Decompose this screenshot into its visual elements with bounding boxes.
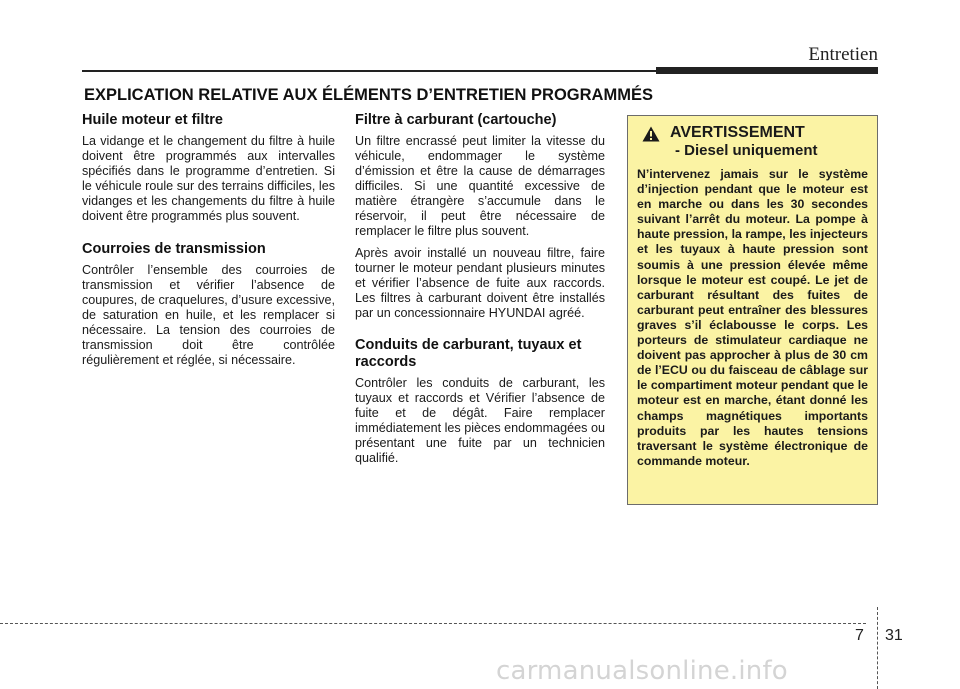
warning-title: AVERTISSEMENT (670, 124, 805, 141)
watermark: carmanualsonline.info (496, 656, 788, 686)
warning-text: N’intervenez jamais sur le système d’injection pendant que le moteur est en marche ou dans les 30 secondes suivant l’arrêt du moteur. La pompe à haute pression, la rampe, les injecteurs et les tuyaux à haute pression sont soumis à une pression élevée même lorsque le moteur est coupé. Le jet de carburant résultant des fuites de carburant peut entraîner des blessures graves s’il éclabousse le corps. Les porteurs de stimulateur cardiaque ne doivent pas approcher à plus de 30 cm de l’ECU ou du faisceau de câblage sur le compartiment moteur pendant que le moteur est en marche, étant donné les champs magnétiques importants produits par les hautes tensions traversant le système électronique de commande moteur. (637, 167, 868, 468)
warning-header (637, 124, 868, 162)
fuel-lines-heading: Conduits de carburant, tuyaux et raccords (355, 337, 582, 370)
section-title: EXPLICATION RELATIVE AUX ÉLÉMENTS D’ENTRETIEN PROGRAMMÉS (84, 86, 653, 104)
oil-filter-heading: Huile moteur et filtre (82, 112, 223, 128)
middle-column (355, 112, 605, 473)
page-number: 31 (885, 627, 903, 644)
footer-rule (0, 623, 866, 624)
fuel-filter-text-2: Après avoir installé un nouveau filtre, faire tourner le moteur pendant plusieurs minutes et vérifier l’absence de fuite aux raccords. Les filtres à carburant doivent être installés par un concessionnaire HYUNDAI agréé. (355, 246, 605, 320)
oil-filter-text: La vidange et le changement du filtre à huile doivent être programmés aux intervalles spécifiés dans le programme d’entretien. Si le véhicule roule sur des terrains difficiles, les vidanges et les changements du filtre à huile doivent être programmés plus souvent. (82, 134, 335, 223)
fuel-filter-heading: Filtre à carburant (cartouche) (355, 112, 557, 128)
left-column (82, 112, 335, 381)
footer-divider (877, 607, 878, 689)
warning-triangle-icon (642, 126, 660, 142)
drive-belts-text: Contrôler l’ensemble des courroies de transmission et vérifier l’absence de coupures, de craquelures, d’usure excessive, de saturation en huile, et les remplacer si nécessaire. La tension des courroies de transmission doit être contrôlée régulièrement et réglée, si nécessaire. (82, 263, 335, 367)
chapter-title: Entretien (808, 44, 878, 65)
fuel-filter-text-1: Un filtre encrassé peut limiter la vitesse du véhicule, endommager le système d’émission et être la cause de démarrages difficiles. Si une quantité excessive de matière étrangère s’accumule dans le réservoir, il peut être nécessaire de remplacer le filtre plus souvent. (355, 134, 605, 238)
header-rule (82, 70, 656, 72)
header-bar (656, 67, 878, 74)
fuel-lines-text: Contrôler les conduits de carburant, les tuyaux et raccords et Vérifier l’absence de fuite et de dégât. Faire remplacer immédiatement les pièces endommagées ou présentant une fuite par un technicien qualifié. (355, 376, 605, 465)
warning-subtitle: - Diesel uniquement (675, 142, 818, 159)
drive-belts-heading: Courroies de transmission (82, 241, 266, 257)
warning-box (627, 115, 878, 505)
chapter-number: 7 (855, 627, 864, 644)
